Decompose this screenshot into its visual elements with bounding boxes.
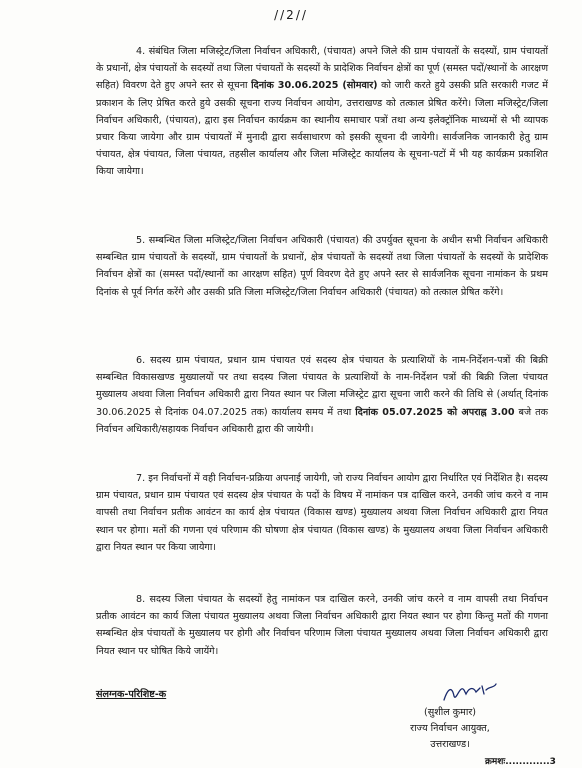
continuation-marker: क्रमशः.............3 [485,757,556,767]
handwritten-signature [440,676,500,706]
paragraph-5-text: 5. सम्बन्धित जिला मजिस्ट्रेट/जिला निर्वाचन अधिकारी (पंचायत) की उपर्युक्त सूचना के अधीन सभी निर्वाचन अधिकारी सम्बन्धित ग्राम पंचायतों के सदस्यों, ग्राम पंचायतों के प्रधानों, क्षेत्र पंचायतों के सदस्यों तथा जिला पंचायतों के सदस्यों के प्रादेशिक निर्वाचन क्षेत्रों का (समस्त पदों/स्थानों का आरक्षण सहित) पूर्ण विवरण देते हुए अपने स्तर से सार्वजनिक सूचना नामांकन के प्रथम दिनांक से पूर्व निर्गत करेंगे और उसकी प्रति जिला मजिस्ट्रेट/जिला निर्वाचन अधिकारी (पंचायत) को तत्काल प्रेषित करेंगे। [96,235,548,298]
paragraph-6-deadline: दिनांक 05.07.2025 को अपराह्न 3.00 [355,406,515,418]
paragraph-4-text-end: को जारी करते हुये उसकी प्रति सरकारी गजट में प्रकाशन के लिए प्रेषित करते हुये उसकी सूचना राज्य निर्वाचन आयोग, उत्तराखण्ड को तत्काल प्रेषित करेंगे। जिला मजिस्ट्रेट/जिला निर्वाचन अधिकारी, (पंचायत), द्वारा इस निर्वाचन कार्यक्रम का स्थानीय समाचार पत्रों तथा अन्य इलेक्ट्रॉनिक माध्यमों से भी व्यापक प्रचार किया जायेगा और ग्राम पंचायतों में मुनादी द्वारा सर्वसाधारण को इसकी सूचना दी जायेगी। सार्वजनिक जानकारी हेतु ग्राम पंचायत, क्षेत्र पंचायत, जिला पंचायत, तहसील कार्यालय और जिला मजिस्ट्रेट कार्यालय के सूचना-पटों में भी यह कार्यक्रम प्रकाशित किया जायेगा। [96,80,548,178]
paragraph-4 [96,43,548,181]
paragraph-6-text-end: बजे तक निर्वाचन अधिकारी/सहायक निर्वाचन अधिकारी द्वारा की जायेगी। [96,406,548,435]
paragraph-6-text-start: 6. सदस्य ग्राम पंचायत, प्रधान ग्राम पंचायत एवं सदस्य क्षेत्र पंचायत के प्रत्याशियों के नाम-निर्देशन-पत्रों की बिक्री सम्बन्धित विकासखण्ड मुख्यालयों पर तथा सदस्य जिला पंचायत के प्रत्याशियों के नाम-निर्देशन पत्रों की बिक्री जिला पंचायत मुख्यालय अथवा जिला निर्वाचन अधिकारी द्वारा नियत स्थान पर जिला मजिस्ट्रेट द्वारा सूचना जारी करने की तिथि से (अर्थात् दिनांक 30.06.2025 से दिनांक 04.07.2025 तक) कार्यालय समय में तथा [96,355,548,418]
paragraph-5 [96,232,548,301]
paragraph-6 [96,352,548,438]
signatory-state: उत्तराखण्ड। [430,739,470,750]
page-number-marker: //2// [274,8,308,22]
paragraph-7-text: 7. इन निर्वाचनों में वही निर्वाचन-प्रक्रिया अपनाई जायेगी, जो राज्य निर्वाचन आयोग द्वारा निर्धारित एवं निर्देशित है। सदस्य ग्राम पंचायत, प्रधान ग्राम पंचायत एवं सदस्य क्षेत्र पंचायत के पदों के विषय में नामांकन पत्र दाखिल करने, उनकी जांच करने व नाम वापसी तथा निर्वाचन प्रतीक आवंटन का कार्य क्षेत्र पंचायत (विकास खण्ड) मुख्यालय अथवा जिला निर्वाचन अधिकारी द्वारा नियत स्थान पर होगा। मतों की गणना एवं परिणाम की घोषणा क्षेत्र पंचायत (विकास खण्ड) के मुख्यालय अथवा जिला निर्वाचन अधिकारी द्वारा नियत स्थान पर किया जायेगा। [96,473,548,553]
paragraph-8-text: 8. सदस्य जिला पंचायत के सदस्यों हेतु नामांकन पत्र दाखिल करने, उनकी जांच करने व नाम वापसी तथा निर्वाचन प्रतीक आवंटन का कार्य जिला पंचायत मुख्यालय अथवा जिला निर्वाचन अधिकारी द्वारा नियत स्थान पर होगा किन्तु मतों की गणना सम्बन्धित क्षेत्र पंचायतों के मुख्यालय पर होगी और निर्वाचन परिणाम जिला पंचायत मुख्यालय अथवा जिला निर्वाचन अधिकारी द्वारा नियत स्थान पर घोषित किये जायेंगे। [96,594,548,657]
signatory-designation: राज्य निर्वाचन आयुक्त, [410,723,490,734]
signatory-name: (सुशील कुमार) [423,707,477,718]
paragraph-4-date: दिनांक 30.06.2025 (सोमवार) [251,80,378,92]
enclosure-label: संलग्नक-परिशिष्ट-क [96,689,167,700]
signatory-block [380,705,520,753]
paragraph-7 [96,470,548,556]
paragraph-8 [96,591,548,660]
paragraph-4-text-start: 4. संबंधित जिला मजिस्ट्रेट/जिला निर्वाचन अधिकारी, (पंचायत) अपने जिले की ग्राम पंचायतों के सदस्यों, ग्राम पंचायतों के प्रधानों, क्षेत्र पंचायतों के सदस्यों तथा जिला पंचायतों के सदस्यों के प्रादेशिक निर्वाचन क्षेत्रों का पूर्ण (समस्त पदों/स्थानों के आरक्षण सहित) विवरण देते हुए अपने स्तर से सूचना [96,46,548,92]
